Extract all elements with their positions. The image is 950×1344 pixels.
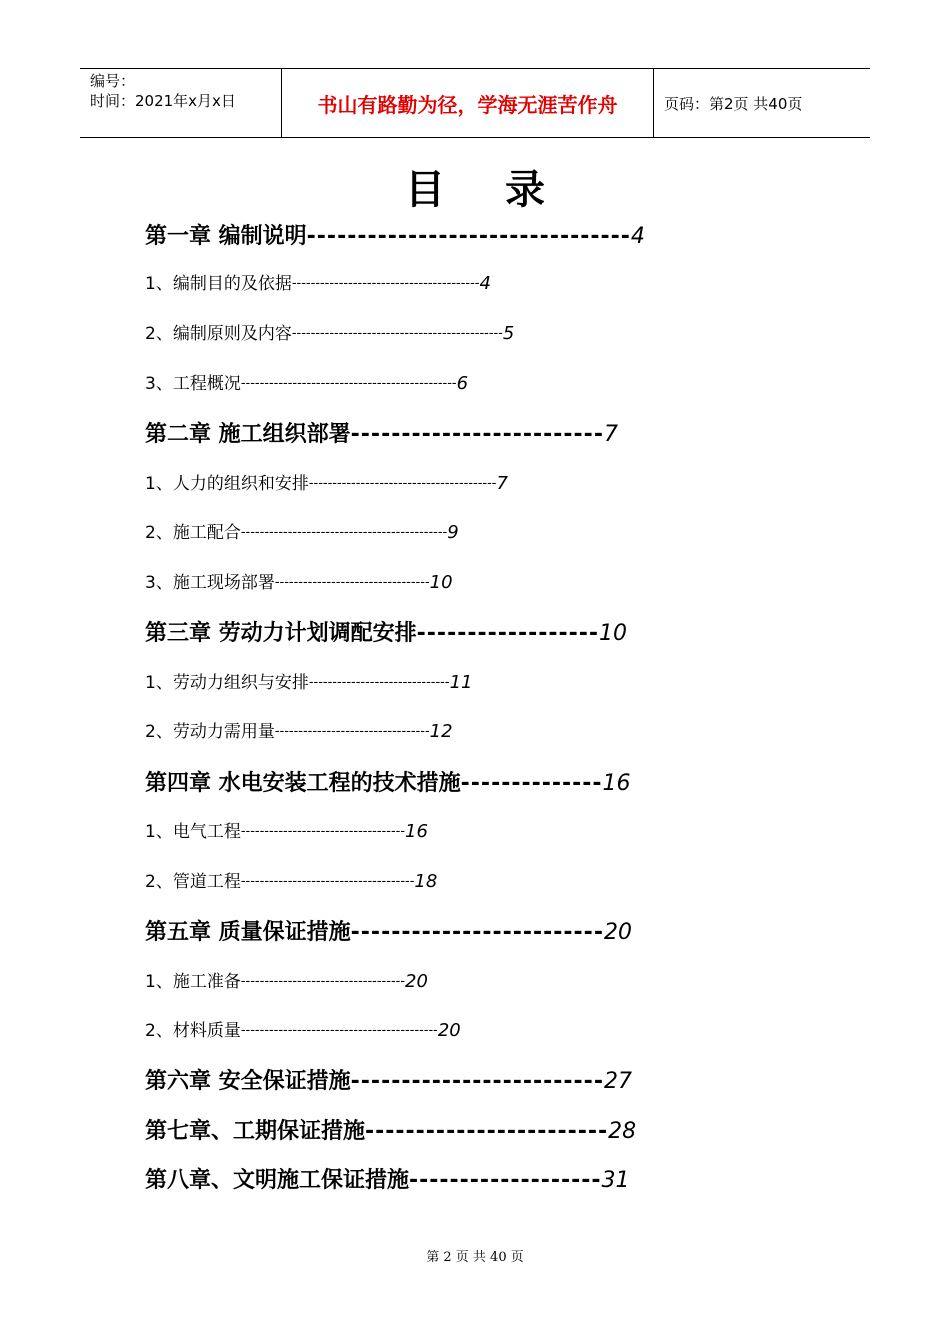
toc-title: 目录	[405, 166, 605, 213]
toc-leader-dashes: ---------------------------------------------	[291, 326, 503, 341]
toc-page-number: 4	[630, 224, 645, 249]
toc-leader-dashes: -------------------------	[350, 1069, 604, 1094]
toc-entry-title: 3、工程概况	[145, 374, 241, 394]
toc-section-entry[interactable]	[145, 472, 508, 496]
toc-page-number: 4	[479, 273, 491, 294]
toc-leader-dashes: -------------------	[409, 1168, 602, 1193]
header-page-info: 页码：第2页 共40页	[664, 94, 803, 113]
toc-chapter-entry[interactable]	[145, 420, 618, 450]
toc-page-number: 20	[437, 1020, 461, 1041]
toc-entry-title: 2、管道工程	[145, 872, 241, 892]
header-table	[80, 68, 870, 138]
toc-page-number: 10	[599, 621, 628, 646]
toc-page-number: 20	[603, 920, 632, 945]
toc-chapter-entry[interactable]	[145, 918, 632, 948]
toc-leader-dashes: ------------------	[416, 621, 600, 646]
toc-leader-dashes: ------------------------------	[308, 675, 450, 690]
toc-chapter-entry[interactable]	[145, 222, 645, 252]
toc-page-number: 18	[414, 871, 438, 892]
toc-entry-title: 第七章、工期保证措施	[145, 1119, 366, 1144]
page-footer: 第 2 页 共 40 页	[426, 1250, 524, 1265]
toc-entry-title: 第八章、文明施工保证措施	[145, 1168, 410, 1193]
toc-entry-title: 3、施工现场部署	[145, 573, 275, 593]
toc-entry-title: 1、施工准备	[145, 972, 241, 992]
document-number-label: 编号：	[90, 72, 136, 90]
toc-entry-title: 第六章 安全保证措施	[145, 1069, 351, 1094]
toc-chapter-entry[interactable]	[145, 1117, 636, 1147]
toc-page-number: 16	[405, 821, 428, 842]
toc-entry-title: 1、劳动力组织与安排	[145, 673, 309, 693]
toc-page-number: 7	[496, 473, 508, 494]
toc-entry-title: 第一章 编制说明	[145, 224, 307, 249]
document-time-label: 时间：2021年x月x日	[90, 92, 236, 110]
toc-entry-title: 1、电气工程	[145, 822, 241, 842]
toc-entry-title: 第五章 质量保证措施	[145, 920, 351, 945]
toc-leader-dashes: ----------------------------------------------	[240, 376, 457, 391]
toc-entry-title: 第三章 劳动力计划调配安排	[145, 621, 417, 646]
toc-section-entry[interactable]	[145, 720, 453, 744]
toc-section-entry[interactable]	[145, 820, 428, 844]
toc-page-number: 16	[602, 771, 631, 796]
toc-leader-dashes: ---------------------------------	[274, 724, 430, 739]
toc-chapter-entry[interactable]	[145, 769, 631, 799]
toc-chapter-entry[interactable]	[145, 1067, 632, 1097]
toc-leader-dashes: -------------------------	[350, 422, 604, 447]
toc-entry-title: 1、人力的组织和安排	[145, 474, 309, 494]
toc-leader-dashes: --------------------------------------------	[240, 525, 448, 540]
toc-section-entry[interactable]	[145, 671, 472, 695]
toc-leader-dashes: --------------------------------	[306, 224, 631, 249]
toc-leader-dashes: ----------------------------------------	[291, 276, 480, 291]
toc-entry-title: 2、施工配合	[145, 523, 241, 543]
toc-leader-dashes: -----------------------------------	[240, 824, 406, 839]
toc-leader-dashes: --------------	[460, 771, 603, 796]
toc-chapter-entry[interactable]	[145, 619, 627, 649]
toc-entry-title: 第四章 水电安装工程的技术措施	[145, 771, 461, 796]
toc-chapter-entry[interactable]	[145, 1166, 630, 1196]
header-meta-cell	[80, 69, 282, 137]
toc-leader-dashes: -----------------------------------	[240, 974, 406, 989]
toc-page-number: 28	[608, 1119, 637, 1144]
toc-leader-dashes: -------------------------------------	[240, 874, 415, 889]
toc-entry-title: 1、编制目的及依据	[145, 274, 292, 294]
toc-entry-title: 2、材料质量	[145, 1021, 241, 1041]
toc-entry-title: 2、编制原则及内容	[145, 324, 292, 344]
toc-leader-dashes: ------------------------	[365, 1119, 609, 1144]
toc-leader-dashes: ---------------------------------	[274, 575, 430, 590]
toc-leader-dashes: ----------------------------------------	[308, 476, 497, 491]
toc-section-entry[interactable]	[145, 322, 514, 346]
toc-section-entry[interactable]	[145, 272, 491, 296]
toc-section-entry[interactable]	[145, 571, 453, 595]
toc-page-number: 31	[601, 1168, 630, 1193]
toc-section-entry[interactable]	[145, 1019, 461, 1043]
toc-section-entry[interactable]	[145, 870, 437, 894]
toc-section-entry[interactable]	[145, 521, 459, 545]
toc-page-number: 5	[502, 323, 515, 344]
toc-page-number: 10	[429, 572, 453, 593]
toc-page-number: 20	[405, 971, 428, 992]
toc-section-entry[interactable]	[145, 372, 468, 396]
toc-page-number: 27	[603, 1069, 632, 1094]
toc-page-number: 7	[603, 422, 618, 447]
toc-page-number: 6	[456, 373, 469, 394]
toc-entry-title: 2、劳动力需用量	[145, 722, 275, 742]
toc-section-entry[interactable]	[145, 970, 428, 994]
toc-leader-dashes: ------------------------------------------	[240, 1023, 438, 1038]
header-motto: 书山有路勤为径，学海无涯苦作舟	[282, 69, 654, 137]
toc-page-number: 12	[429, 721, 453, 742]
toc-page-number: 9	[447, 522, 459, 543]
toc-entry-title: 第二章 施工组织部署	[145, 422, 351, 447]
toc-page-number: 11	[449, 672, 473, 693]
toc-leader-dashes: -------------------------	[350, 920, 604, 945]
